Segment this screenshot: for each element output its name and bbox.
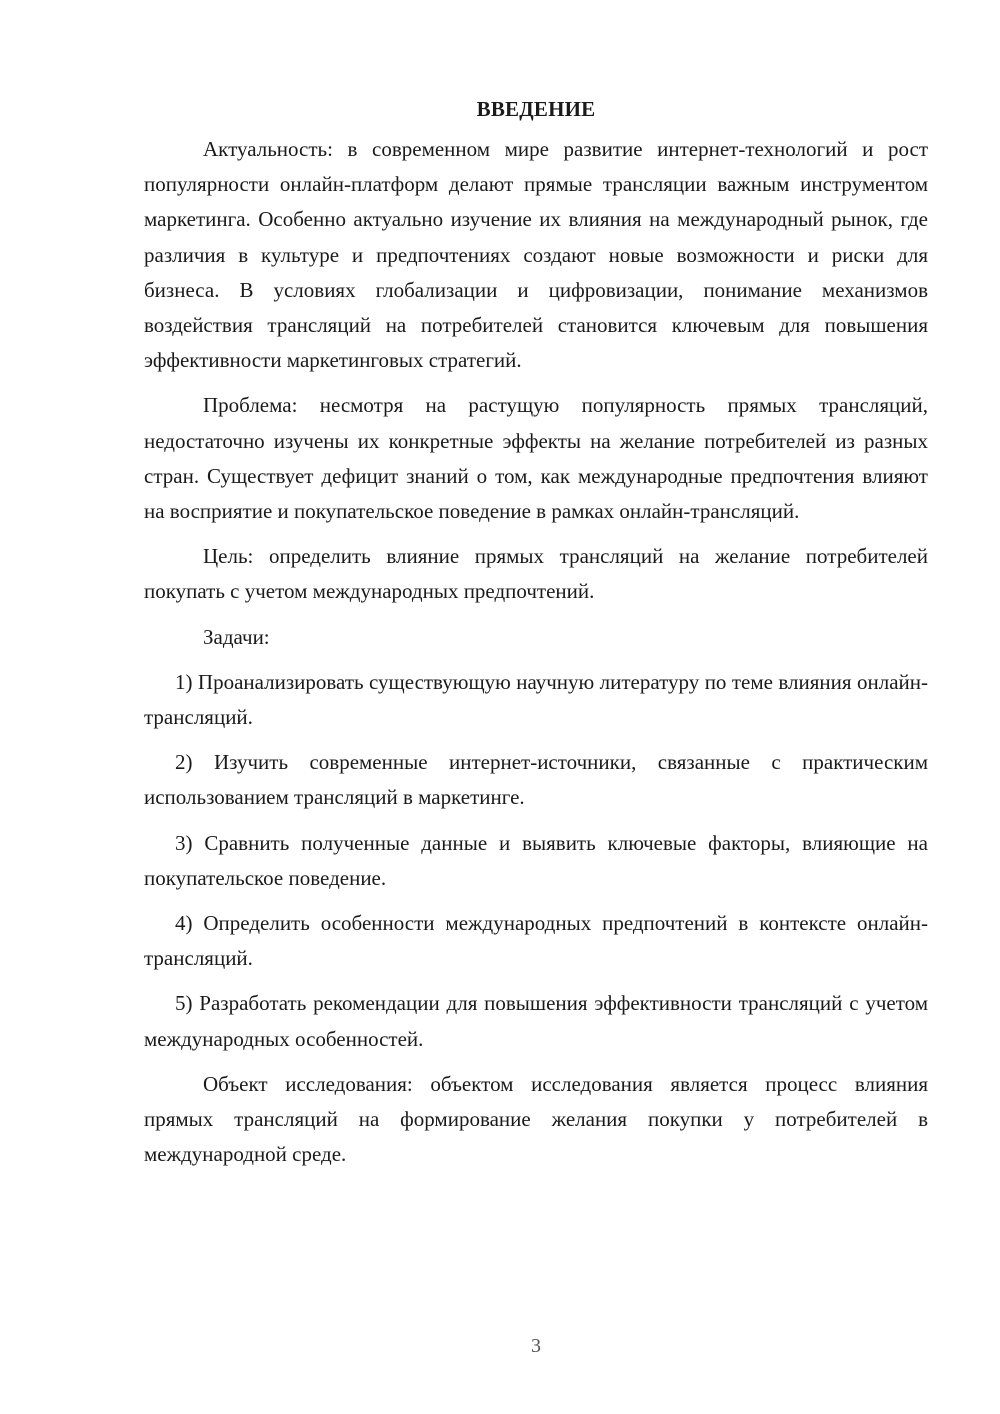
research-object-paragraph: Объект исследования: объектом исследования является процесс влияния прямых трансляций на формирование желания покупки у потребителей в международной среде. — [144, 1071, 928, 1167]
goal-paragraph: Цель: определить влияние прямых трансляций на желание потребителей покупать с учетом международных предпочтений. — [144, 544, 928, 604]
task-item-4: 4) Определить особенности международных предпочтений в контексте онлайн-трансляций. — [144, 911, 928, 971]
problem-paragraph: Проблема: несмотря на растущую популярность прямых трансляций, недостаточно изучены их конкретные эффекты на желание потребителей из разных стран. Существует дефицит знаний о том, как международные предпочтения влияют на восприятие и покупательское поведение в рамках онлайн-трансляций. — [144, 393, 928, 524]
task-item-1: 1) Проанализировать существующую научную литературу по теме влияния онлайн-трансляций. — [144, 669, 928, 730]
page-number: 3 — [531, 1335, 541, 1357]
page-content — [144, 92, 928, 1182]
relevance-paragraph: Актуальность: в современном мире развитие интернет-технологий и рост популярности онлайн-платформ делают прямые трансляции важным инструментом маркетинга. Особенно актуально изучение их влияния на международный рынок, где различия в культуре и предпочтениях создают новые возможности и риски для бизнеса. В условиях глобализации и цифровизации, понимание механизмов воздействия трансляций на потребителей становится ключевым для повышения эффективности маркетинговых стратегий. — [144, 137, 928, 373]
tasks-list — [144, 665, 928, 1057]
tasks-label: Задачи: — [203, 624, 270, 649]
section-heading: ВВЕДЕНИЕ — [476, 97, 596, 121]
task-item-3: 3) Сравнить полученные данные и выявить ключевые факторы, влияющие на покупательское поведение. — [144, 830, 928, 890]
task-item-2: 2) Изучить современные интернет-источники, связанные с практическим использованием трансляций в маркетинге. — [144, 750, 928, 810]
task-item-5: 5) Разработать рекомендации для повышения эффективности трансляций с учетом международных особенностей. — [144, 991, 928, 1051]
